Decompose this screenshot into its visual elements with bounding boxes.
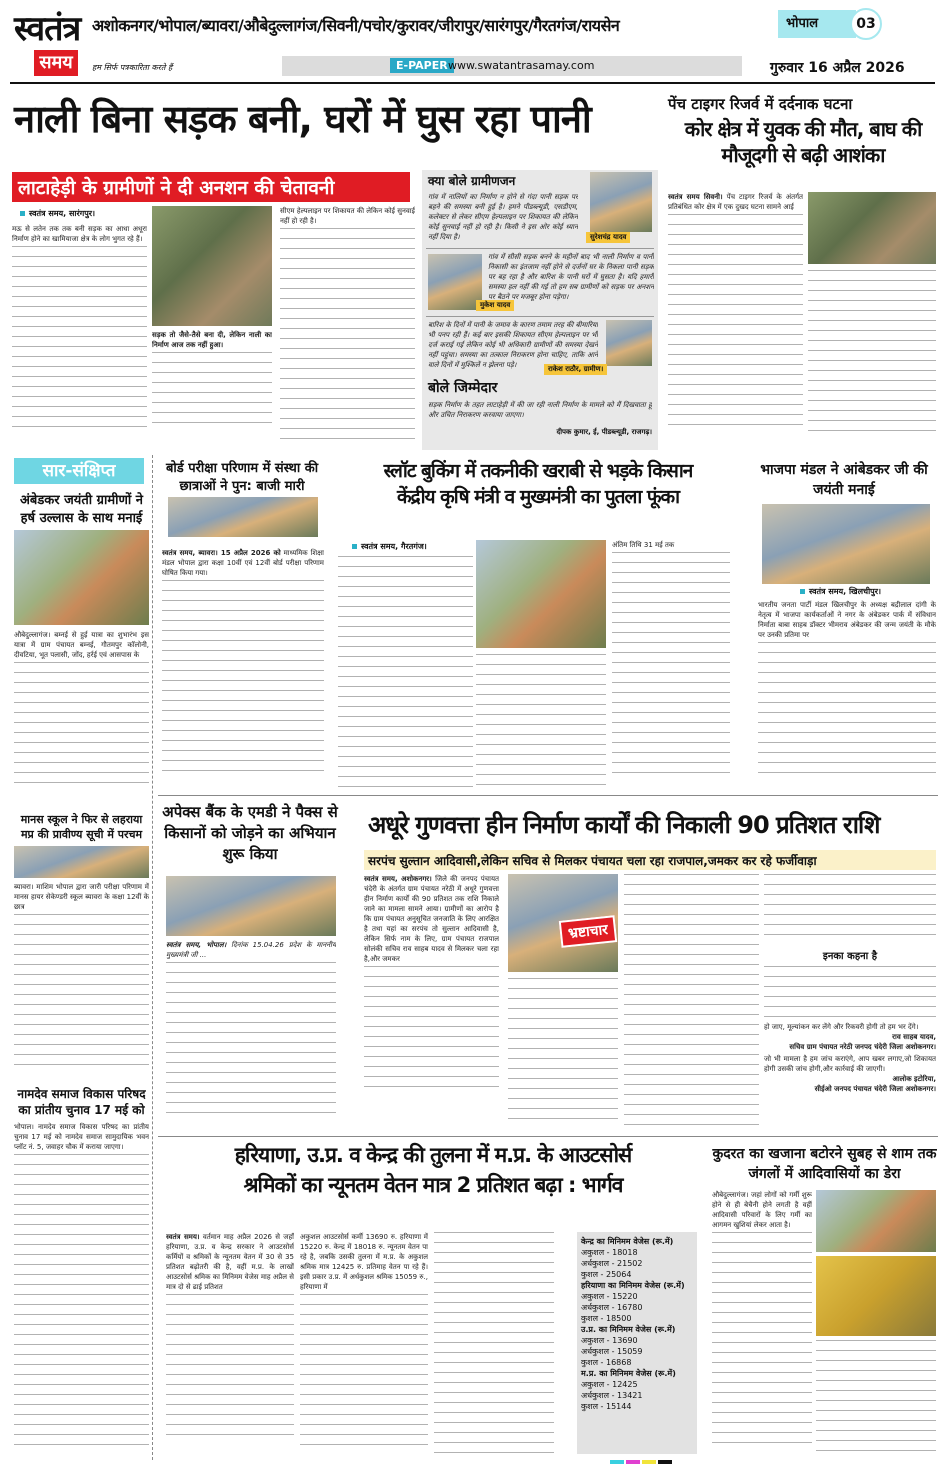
board-student-photos (168, 497, 318, 537)
forest-photo-1 (816, 1190, 936, 1252)
panchayat-headline: अधूरे गुणवत्ता हीन निर्माण कार्यों की निकाली 90 प्रतिशत राशि (368, 811, 880, 839)
brief-2-photos (14, 846, 149, 878)
panchayat-body-col1: स्वतंत्र समय, अशोकनगर। जिले की जनपद पंचायत चंदेरी के अंतर्गत ग्राम पंचायत नरेठी में अधूरे गुणवत्ता हीन निर्माण कार्यों की 90 प्रतिशत तक राशि निकाले जाने का मामला सामने आया। ग्रामीणों का आरोप है कि ग्राम पंचायत अनुसूचित जनजाति के लिए आरक्षित है तथा यहां का सरपंच तो सुल्तान आदिवासी है, लेकिन सिर्फ नाम के लिए, ग्राम पंचायत राजपाल सोलंकी सचिव राव साहब यादव से मिलकर चला रहा है,और जमकर (364, 874, 499, 1130)
lead-subhead: लाटाहेड़ी के ग्रामीणों ने दी अनशन की चेतावनी (12, 172, 410, 202)
epaper-label: E-PAPER (390, 58, 454, 73)
wage-headline: हरियाणा, उ.प्र. व केन्द्र की तुलना में म.प्र. के आउटसोर्स श्रमिकों का न्यूनतम वेतन मात्र 2 प्रतिशत बढ़ा : भार्गव (234, 1143, 632, 1197)
panchayat-body-col3 (624, 874, 759, 1130)
lead-headline: नाली बिना सड़क बनी, घरों में घुस रहा पानी (14, 97, 591, 141)
quote-1: गांव में नालियों का निर्माण न होने से गंदा पानी सड़क पर बहने की समस्या बनी हुई है। हमने पीडब्ल्यूडी, एसडीएम, कलेक्टर से लेकर सीएम हेल्पलाइन पर शिकायत की लेकिन कोई सुनवाई नहीं हो रही है। किसी ने इस ओर कोई ध्यान नहीं दिया है। (428, 193, 578, 241)
wage-body-col1: स्वतंत्र समय। वर्तमान माह अप्रैल 2026 से जहाँ हरियाणा, उ.प्र. व केन्द्र सरकार ने आउटसोर्स कर्मियों व श्रमिकों के न्यूनतम वेतन में 30 से 35 प्रतिशत बढ़ोतरी की है, वहीं म.प्र. के लाखों आउटसोर्स श्रमिक का मिनिमम वेजेस माह अप्रैल से मात्र दो से ढाई प्रतिशत (166, 1232, 294, 1458)
brief-2-headline: मानस स्कूल ने फिर से लहराया मप्र की प्रावीण्य सूची में परचम (20, 813, 143, 841)
edition-badge: भोपाल (778, 10, 856, 38)
lead-body-text: मऊ से लतेन तक तक बनी सड़क का आधा अधूरा निर्माण होने का खामियाजा क्षेत्र के लोग भुगत रहे हैं। (12, 225, 147, 243)
tiger-headline: कोर क्षेत्र में युवक की मौत, बाघ की मौजूदगी से बढ़ी आशंका (684, 117, 922, 167)
portrait-3 (606, 320, 652, 366)
official-name: दीपक कुमार, ई, पीडब्ल्यूडी, राजगढ़। (556, 428, 652, 436)
logo-top: स्वतंत्र (14, 9, 81, 49)
logo-bottom: समय (34, 50, 78, 76)
lead-byline: स्वतंत्र समय, सारंगपुर। (20, 208, 95, 219)
bjp-headline: भाजपा मंडल ने आंबेडकर जी की जयंती मनाई (760, 462, 928, 498)
villagers-title: क्या बोले ग्रामीणजन (428, 174, 516, 188)
officials-heading: इनका कहना है (822, 951, 878, 962)
tiger-body: स्वतंत्र समय सिवनी। पेंच टाइगर रिजर्व के अंतर्गत प्रतिबंधित कोर क्षेत्र में एक दुखद घटना सामने आई (668, 192, 803, 442)
portrait-2 (428, 254, 482, 310)
farmers-byline: स्वतंत्र समय, गैरतगंज। (352, 541, 427, 552)
bjp-body: भारतीय जनता पार्टी मंडल खिलचीपुर के अध्यक्ष बद्रीलाल दांगी के नेतृत्व में भाजपा कार्यकर्ताओं ने नगर के अंबेडकर पार्क में संविधान निर्माता बाबा साहब डॉक्टर भीमराव अंबेडकर की जन्म जयंती के मौके पर उनकी प्रतिमा पर (758, 600, 936, 790)
brief-1-photo (14, 530, 149, 625)
official-quote: सड़क निर्माण के तहत लाटाहेड़ी में की जा रही नाली निर्माण के मामले को मैं दिखवाता हूं और उचित निराकरण करवाया जाएगा। (428, 401, 652, 419)
panchayat-body-col4b (764, 966, 936, 1020)
farmers-body-col1 (338, 556, 473, 788)
apex-headline: अपेक्स बैंक के एमडी ने पैक्स से किसानों को जोड़ने का अभियान शुरू किया (162, 803, 338, 863)
reg-cyan (610, 1460, 624, 1464)
bjp-photo (762, 504, 930, 584)
wage-body-col2: अकुशल आउटसोर्स कर्मी 13690 रु. हरियाणा में 15220 रु. केन्द्र में 18018 रु. न्यूनतम वेतन पा रहे है, जबकि उसकी तुलना में म.प्र. के अकुशल श्रमिक मात्र 12425 रु. प्रतिमाह वेतन पा रहे हैं। इसी प्रकार उ.प्र. में अर्धकुशल श्रमिक 15059 रु., हरियाणा में (300, 1232, 428, 1458)
lead-photo-caption: सड़क तो जैसे-तैसे बना दी, लेकिन नाली का निर्माण आज तक नहीं हुआ। (152, 330, 272, 445)
forest-headline: कुदरत का खजाना बटोरने सुबह से शाम तक जंगलों में आदिवासियों का डेरा (712, 1146, 937, 1182)
reg-black (658, 1460, 672, 1464)
villagers-box (422, 170, 658, 450)
officials-quotes: हो जाए, मूल्यांकन कर लेंगे और रिकवरी होगी तो हम भर देंगे। राव साहब यादव, सचिव ग्राम पंचायत नरेठी जनपद चंदेरी जिला अशोकनगर। जो भी मामला है हम जांच कराएंगे, आप खबर लगाए,जो शिकायत होगी उसकी जांच होगी,और कार्रवाई की जाएगी। आलोक इटोरिया, सीईओ जनपद पंचायत चंदेरी जिला अशोकनगर। (764, 1023, 936, 1093)
edition-cities: अशोकनगर/भोपाल/ब्यावरा/औबेदुल्लागंज/सिवनी/पचोर/कुरावर/जीरापुर/सारंगपुर/गैरतगंज/रायसेन (92, 16, 620, 35)
panchayat-body-col4 (764, 874, 936, 944)
brief-2-body: ब्यावरा। माशिम भोपाल द्वारा जारी परीक्षा परिणाम में मानस हायर सेकेण्डरी स्कूल ब्यावरा के कक्षा 12वीं के छात्र (14, 882, 149, 1072)
panchayat-subhead: सरपंच सुल्तान आदिवासी,लेकिन सचिव से मिलकर पंचायत चला रहा राजपाल,जमकर कर रहे फर्जीवाड़ा (364, 850, 936, 870)
farmers-body-col2 (476, 654, 606, 788)
forest-body: औबेदुल्लागंज। जहां लोगों को गर्मी शुरू होने से ही बेचैनी होने लगती है वहीं आदिवासी परिवारों के लिए गर्मी का आगमन खुशियां लेकर आता है। (712, 1190, 812, 1458)
name-tag-3: राकेश राठौर, ग्रामीण। (544, 364, 607, 375)
lead-body-col3: सीएम हेल्पलाइन पर शिकायत की लेकिन कोई सुनवाई नहीं हो रही है। (280, 206, 415, 446)
farmers-photo (476, 540, 606, 648)
apex-body: स्वतंत्र समय, भोपाल। दिनांक 15.04.26 प्रदेश के माननीय मुख्यमंत्री जी ... (166, 940, 336, 1130)
lead-body-col1 (12, 224, 147, 444)
brief-3-body: भोपाल। नामदेव समाज विकास परिषद का प्रांतीय चुनाव 17 मई को नामदेव समाज सामुदायिक भवन प्लॉट नं. 5, जवाहर चौक में कराया जाएगा। (14, 1122, 149, 1457)
farmers-body-col3: अंतिम तिथि 31 मई तक (612, 540, 730, 788)
forest-photo-2 (816, 1256, 936, 1336)
corruption-stamp: भ्रष्टाचार (559, 915, 617, 948)
board-body: स्वतंत्र समय, ब्यावरा। 15 अप्रैल 2026 को माध्यमिक शिक्षा मंडल भोपाल द्वारा कक्षा 10वीं एवं 12वीं बोर्ड परीक्षा परिणाम घोषित किया गया। (162, 548, 324, 788)
name-tag-2: मुकेश यादव (476, 300, 514, 311)
brief-1-headline: अंबेडकर जयंती ग्रामीणों ने हर्ष उल्लास के साथ मनाई (20, 493, 143, 526)
brief-3-headline: नामदेव समाज विकास परिषद का प्रांतीय चुनाव 17 मई को (17, 1087, 146, 1117)
official-title: बोले जिम्मेदार (428, 380, 498, 396)
quote-3: बारिश के दिनों में पानी के जमाव के कारण तमाम तरह की बीमारियां भी पनप रही हैं। कई बार इसकी शिकायत सीएम हेल्पलाइन पर भी दर्ज कराई गई लेकिन कोई भी अधिकारी ग्रामीणों की समस्या देखने नहीं पहुंचा। समस्या का तत्काल निराकरण होना चाहिए, ताकि आने वाले दिनों में मुश्किलें न झेलना पड़े। (428, 321, 598, 369)
bjp-byline: स्वतंत्र समय, खिलचीपुर। (800, 586, 881, 597)
issue-date: गुरुवार 16 अप्रैल 2026 (770, 60, 905, 76)
tagline: हम सिर्फ पत्रकारिता करते हैं (92, 63, 173, 72)
tiger-kicker: पेंच टाइगर रिजर्व में दर्दनाक घटना (668, 95, 853, 113)
lead-photo (152, 206, 272, 326)
panchayat-body-col2 (508, 978, 618, 1128)
apex-photo (166, 876, 336, 936)
reg-magenta (626, 1460, 640, 1464)
page-number: 03 (850, 8, 882, 40)
column-divider (152, 455, 153, 1460)
tiger-photo (808, 192, 936, 264)
website-link[interactable]: www.swatantrasamay.com (448, 59, 595, 72)
board-headline: बोर्ड परीक्षा परिणाम में संस्था की छात्राओं ने पुन: बाजी मारी (165, 461, 319, 494)
portrait-1 (590, 172, 652, 232)
reg-yellow (642, 1460, 656, 1464)
quote-2: गांव में सीसी सड़क बनने के महीनों बाद भी नाली निर्माण व पानी निकासी का इंतजाम नहीं होने से दर्जनों घर के निकला पानी सड़क पर बह रहा है और बारिश के पानी घरों में घुसता है। यदि हमारी समस्या हल नहीं की गई तो हम सब ग्रामीणों को सड़क पर अनशन पर बैठने पर मजबूर होना पड़ेगा। (488, 253, 654, 301)
brief-1-body: औबेदुल्लागंज। बम्नई से हुई यात्रा का शुभारंभ इस यात्रा में ग्राम पंचायत बम्नई, गौतमपुर कॉलोनी, दीवटिया, भूत पलासी, जोंद, हर्रई एवं आसपास के (14, 630, 149, 790)
brief-header: सार-संक्षिप्त (14, 458, 144, 484)
masthead-divider (10, 82, 935, 84)
wage-table: केन्द्र का मिनिमम वेजेस (रू.में) अकुशल - 18018 अर्धकुशल - 21502 कुशल - 25064 हरियाणा का मिनिमम वेजेस (रू.में) अकुशल - 15220 अर्धकुशल - 16780 कुशल - 18500 उ.प्र. का मिनिमम वेजेस (रू.में) अकुशल - 13690 अर्धकुशल - 15059 कुशल - 16868 म.प्र. का मिनिमम वेजेस (रू.में) अकुशल - 12425 अर्धकुशल - 13421 कुशल - 15144 (577, 1232, 697, 1454)
farmers-headline: स्लॉट बुकिंग में तकनीकी खराबी से भड़के किसान केंद्रीय कृषि मंत्री व मुख्यमंत्री का पुतला फूंका (383, 460, 693, 508)
forest-body-col2 (816, 1340, 936, 1458)
masthead (0, 0, 945, 80)
name-tag-1: सुरेशचंद्र यादव (586, 232, 630, 243)
wage-body-col3 (434, 1232, 554, 1458)
tiger-body-col2 (808, 270, 936, 440)
